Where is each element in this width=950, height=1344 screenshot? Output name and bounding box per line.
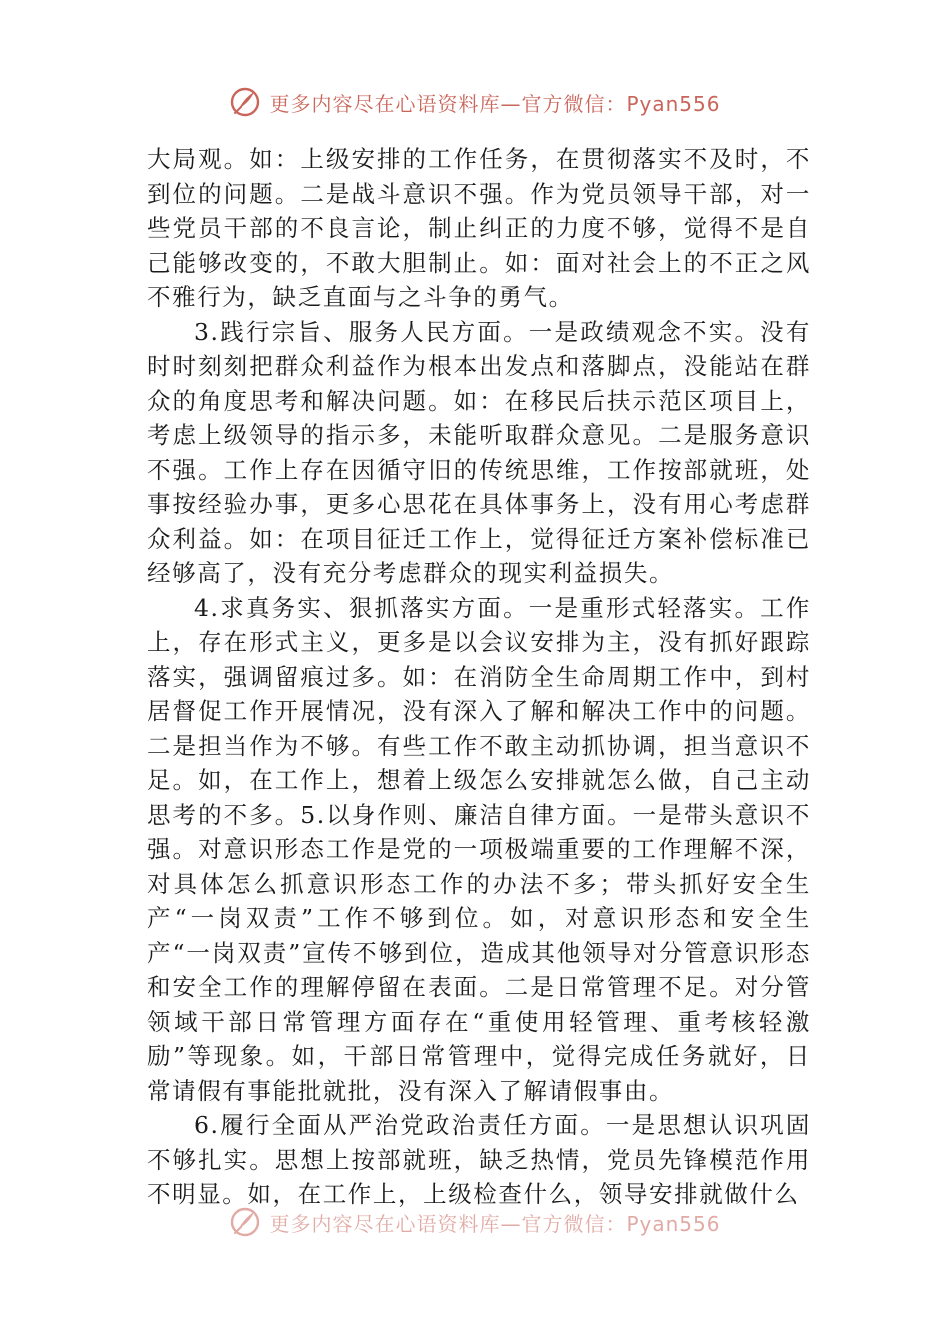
document-body	[147, 142, 811, 1212]
paragraph: 6.履行全面从严治党政治责任方面。一是思想认识巩固不够扎实。思想上按部就班，缺乏热情，党员先锋模范作用不明显。如，在工作上，上级检查什么，领导安排就做什么	[147, 1111, 811, 1208]
watermark-footer	[0, 1202, 950, 1242]
quill-logo-icon	[229, 1206, 261, 1238]
watermark-text: 更多内容尽在心语资料库—官方微信：Pyan556	[269, 91, 721, 116]
paragraph: 大局观。如：上级安排的工作任务，在贯彻落实不及时，不到位的问题。二是战斗意识不强。作为党员领导干部，对一些党员干部的不良言论，制止纠正的力度不够，觉得不是自己能够改变的，不敢大胆制止。如：面对社会上的不正之风不雅行为，缺乏直面与之斗争的勇气。	[147, 145, 811, 311]
paragraph: 4.求真务实、狠抓落实方面。一是重形式轻落实。工作上，存在形式主义，更多是以会议安排为主，没有抓好跟踪落实，强调留痕过多。如：在消防全生命周期工作中，到村居督促工作开展情况，没有深入了解和解决工作中的问题。二是担当作为不够。有些工作不敢主动抓协调，担当意识不足。如，在工作上，想着上级怎么安排就怎么做，自己主动思考的不多。5.以身作则、廉洁自律方面。一是带头意识不强。对意识形态工作是党的一项极端重要的工作理解不深，对具体怎么抓意识形态工作的办法不多；带头抓好安全生产“一岗双责”工作不够到位。如，对意识形态和安全生产“一岗双责”宣传不够到位，造成其他领导对分管意识形态和安全工作的理解停留在表面。二是日常管理不足。对分管领域干部日常管理方面存在“重使用轻管理、重考核轻激励”等现象。如，干部日常管理中，觉得完成任务就好，日常请假有事能批就批，没有深入了解请假事由。	[147, 593, 811, 1105]
watermark-header	[0, 82, 950, 122]
watermark-text: 更多内容尽在心语资料库—官方微信：Pyan556	[269, 1211, 721, 1236]
paragraph: 3.践行宗旨、服务人民方面。一是政绩观念不实。没有时时刻刻把群众利益作为根本出发点和落脚点，没能站在群众的角度思考和解决问题。如：在移民后扶示范区项目上，考虑上级领导的指示多，未能听取群众意见。二是服务意识不强。工作上存在因循守旧的传统思维，工作按部就班，处事按经验办事，更多心思花在具体事务上，没有用心考虑群众利益。如：在项目征迁工作上，觉得征迁方案补偿标准已经够高了，没有充分考虑群众的现实利益损失。	[147, 317, 811, 587]
quill-logo-icon	[229, 86, 261, 118]
